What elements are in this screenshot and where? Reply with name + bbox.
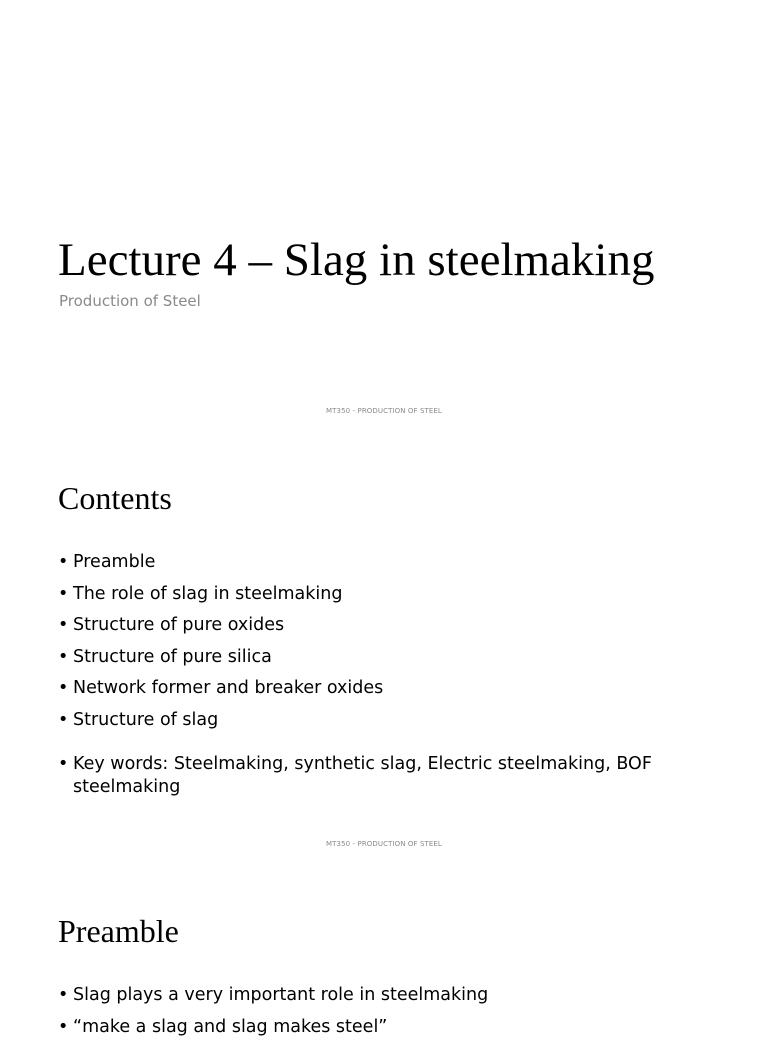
list-item: • Structure of pure silica bbox=[58, 646, 738, 669]
contents-heading: Contents bbox=[58, 480, 172, 516]
list-item: • Structure of slag bbox=[58, 709, 738, 732]
slide-footer: MT350 - PRODUCTION OF STEEL bbox=[326, 840, 442, 848]
list-item: • “make a slag and slag makes steel” bbox=[58, 1016, 738, 1025]
preamble-list bbox=[58, 984, 738, 1037]
lecture-title: Lecture 4 – Slag in steelmaking bbox=[58, 234, 655, 286]
list-item: • Preamble bbox=[58, 551, 738, 574]
list-item: • Key words: Steelmaking, synthetic slag, Electric steelmaking, BOF steelmaking bbox=[58, 753, 738, 799]
list-item: • Network former and breaker oxides bbox=[58, 677, 738, 700]
list-item: • The role of slag in steelmaking bbox=[58, 583, 738, 606]
slide-footer: MT350 - PRODUCTION OF STEEL bbox=[326, 407, 442, 415]
list-item: • Structure of pure oxides bbox=[58, 614, 738, 637]
lecture-subtitle: Production of Steel bbox=[59, 292, 201, 310]
preamble-heading: Preamble bbox=[58, 913, 179, 949]
list-item: • Slag plays a very important role in steelmaking bbox=[58, 984, 738, 1007]
